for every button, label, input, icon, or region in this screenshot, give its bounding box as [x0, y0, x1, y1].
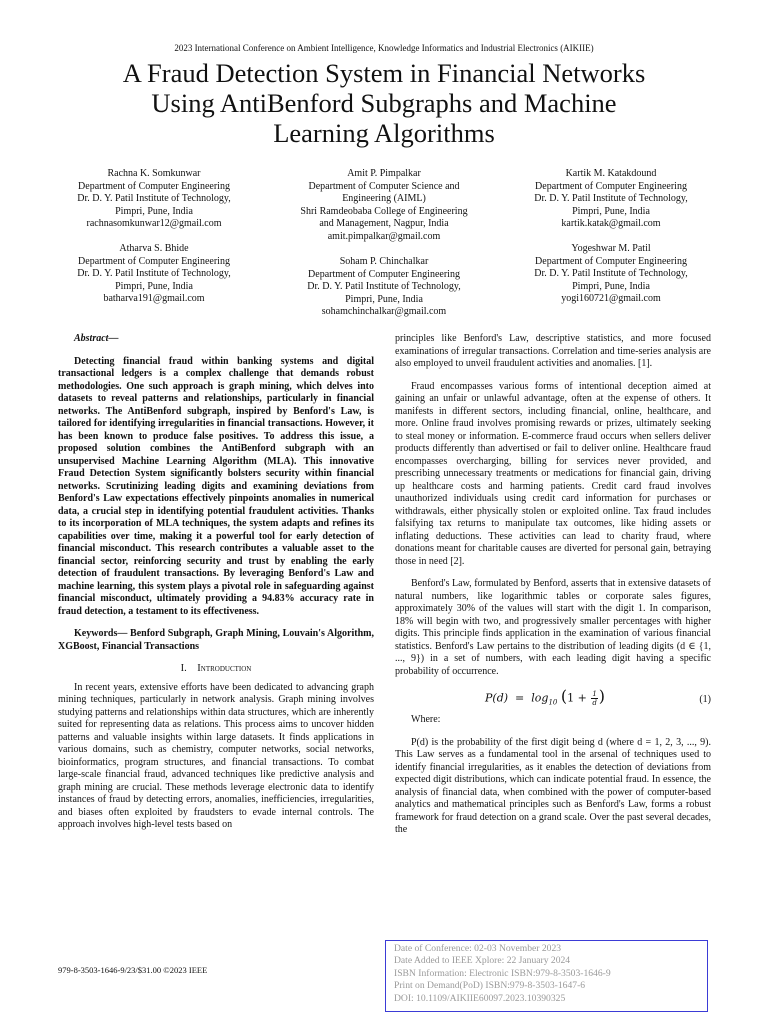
- author-location: Pimpri, Pune, India: [345, 293, 423, 305]
- author-affiliation: Dr. D. Y. Patil Institute of Technology,: [534, 268, 688, 280]
- author-block-2: [276, 168, 492, 244]
- author-affiliation: Dr. D. Y. Patil Institute of Technology,: [77, 268, 231, 280]
- info-line: DOI: 10.1109/AIKIIE60097.2023.10390325: [394, 992, 566, 1004]
- intro-paragraph: In recent years, extensive efforts have been dedicated to advancing graph mining techniques, particularly in network analysis. Graph mining involves studying patterns and relationships within data structures, which are inherently suited for representing data as relations. This process aims to uncover hidden patterns and valuable insights within large datasets. It finds applications in various domains, such as chemistry, computer networks, social networks, bioinformatics, program structures, and financial transactions. To combat large-scale financial fraud, advanced techniques like predictive analysis and graph mining are crucial. These methods leverage electronic data to identify instances of fraud by detecting errors, anomalies, inefficiencies, irregularities, and biases often exploited by fraudsters to evade internal controls. The approach involves high-level tests based on: [58, 681, 374, 830]
- equation-row: [395, 688, 711, 712]
- equation-lhs: P(d): [485, 691, 509, 705]
- author-location: Pimpri, Pune, India: [572, 280, 650, 292]
- where-label: Where:: [411, 714, 441, 725]
- section-number: I.: [180, 663, 187, 674]
- author-email: sohamchinchalkar@gmail.com: [321, 306, 447, 318]
- title-line: A Fraud Detection System in Financial Networks: [122, 58, 646, 88]
- fraction-denominator: d: [592, 699, 597, 708]
- conference-header: 2023 International Conference on Ambient Intelligence, Knowledge Informatics and Industrial Electronics (AIKIIE): [174, 43, 594, 53]
- abstract-text: Detecting financial fraud within banking systems and digital transactional ledgers is a complex challenge that demands robust methodologies. One such approach is graph mining, which delves into datasets to reveal patterns and relationships, particularly in financial networks. The AntiBenford subgraph, inspired by Benford's Law, is tailored for identifying irregularities in financial transactions. However, it has been known to produce false positives. To address this issue, a proposed solution combines the AntiBenford subgraph with an unsupervised Machine Learning Algorithm (MLA). This innovative Fraud Detection System significantly bolsters security within financial networks. Scrutinizing leading digits and examining deviations from Benford's Law expectations effectively pinpoints anomalies in numerical data, a crucial step in identifying potential fraudulent activities. Thanks to its incorporation of MLA techniques, the system adapts and refines its capabilities over time, making it a powerful tool for early detection of financial misconduct. This research contributes a valuable asset to the financial sector, reinforcing security and trust by enabling the early detection of fraudulent transactions. By leveraging Benford's Law and machine learning, this system plays a pivotal role in safeguarding against financial misconduct, ultimately providing a 94.83% accuracy rate in fraud detection, a testament to its effectiveness.: [58, 355, 374, 617]
- equation-fraction: [591, 690, 597, 707]
- info-line: Date Added to IEEE Xplore: 22 January 2024: [394, 955, 571, 967]
- author-email: yogi160721@gmail.com: [561, 293, 661, 305]
- author-affiliation: Engineering (AIML): [342, 193, 426, 205]
- title-line: Using AntiBenford Subgraphs and Machine: [151, 88, 617, 118]
- abstract-heading: Abstract—: [74, 333, 119, 344]
- author-name: Amit P. Pimpalkar: [347, 168, 421, 179]
- author-block-3: [503, 168, 719, 231]
- author-block-4: [46, 243, 262, 306]
- author-block-6: [503, 243, 719, 306]
- publication-info-box: [385, 940, 708, 1012]
- title-line: Learning Algorithms: [273, 118, 495, 148]
- paper-title: [40, 58, 728, 148]
- author-name: Soham P. Chinchalkar: [339, 256, 429, 267]
- author-affiliation: Shri Ramdeobaba College of Engineering: [300, 205, 468, 217]
- info-line: ISBN Information: Electronic ISBN:979-8-3503-1646-9: [394, 967, 611, 979]
- equation-number: (1): [699, 693, 711, 705]
- author-affiliation: Department of Computer Engineering: [78, 255, 230, 267]
- info-line: Print on Demand(PoD) ISBN:979-8-3503-1647-6: [394, 980, 586, 992]
- author-block-1: [46, 168, 262, 231]
- right-column: [395, 333, 711, 847]
- section-heading: [58, 663, 374, 676]
- equation-one: 1: [567, 691, 575, 705]
- author-name: Kartik M. Katakdound: [565, 168, 657, 179]
- paragraph: Benford's Law, formulated by Benford, asserts that in extensive datasets of natural numbers, like logarithmic tables or corporate sales figures, approximately 30% of the values will start with the digit 1. In comparison, 18% will begin with two, and progressively smaller percentages with higher digits. This principle finds application in the examination of various financial statistics. Benford's Law pertains to the distribution of leading digits (d ∈ {1, ..., 9}) in a set of numbers, with each leading digit having a specific probability of occurrence.: [395, 578, 711, 677]
- equation-equals: =: [515, 691, 525, 705]
- paren-open: (: [560, 686, 568, 706]
- equation-plus: +: [577, 691, 587, 705]
- author-affiliation: Department of Computer Engineering: [535, 180, 687, 192]
- author-location: Pimpri, Pune, India: [572, 205, 650, 217]
- info-line: Date of Conference: 02-03 November 2023: [394, 943, 562, 954]
- paragraph: P(d) is the probability of the first digit being d (where d = 1, 2, 3, ..., 9). This Law serves as a fundamental tool in the arsenal of techniques used to identify financial irregularities, as it enables the detection of deviations from expected digit distributions, which can indicate potential fraud. In essence, the analysis of financial data, when combined with the power of computer-based analytics and mathematical principles such as Benford's Law, forms a robust framework for fraud detection on a grand scale. Over the past several decades, the: [395, 736, 711, 835]
- author-affiliation: Department of Computer Science and: [308, 180, 460, 192]
- author-location: Pimpri, Pune, India: [115, 280, 193, 292]
- paren-close: ): [598, 686, 606, 706]
- author-affiliation: Dr. D. Y. Patil Institute of Technology,: [534, 193, 688, 205]
- left-column: [58, 333, 374, 842]
- fraction-numerator: 1: [592, 690, 597, 699]
- author-email: rachnasomkunwar12@gmail.com: [86, 218, 222, 230]
- author-affiliation: Department of Computer Engineering: [308, 268, 460, 280]
- author-email: amit.pimpalkar@gmail.com: [327, 230, 441, 242]
- author-location: Pimpri, Pune, India: [115, 205, 193, 217]
- author-affiliation: Department of Computer Engineering: [78, 180, 230, 192]
- keywords: Keywords— Benford Subgraph, Graph Mining, Louvain's Algorithm, XGBoost, Financial Transactions: [58, 628, 374, 652]
- author-name: Atharva S. Bhide: [119, 243, 189, 254]
- section-title: Introduction: [197, 663, 252, 674]
- author-name: Rachna K. Somkunwar: [107, 168, 201, 179]
- author-affiliation: Dr. D. Y. Patil Institute of Technology,: [77, 193, 231, 205]
- footer-isbn: 979-8-3503-1646-9/23/$31.00 ©2023 IEEE: [58, 965, 208, 975]
- author-affiliation: Dr. D. Y. Patil Institute of Technology,: [307, 281, 461, 293]
- author-affiliation: Department of Computer Engineering: [535, 255, 687, 267]
- paragraph: principles like Benford's Law, descriptive statistics, and more focused examinations of irregular transactions. Correlation and time-series analysis are also employed to unveil fraudulent activities and anomalies. [1].: [395, 333, 711, 369]
- equation: [485, 686, 606, 709]
- author-location: and Management, Nagpur, India: [319, 218, 449, 230]
- equation-fn: log: [531, 691, 549, 705]
- equation-sub: 10: [548, 699, 558, 708]
- author-name: Yogeshwar M. Patil: [571, 243, 651, 254]
- paragraph: Fraud encompasses various forms of intentional deception aimed at gaining an unfair or unlawful advantage, often at the expense of others. It manifests in different sectors, including financial, online, healthcare, and more. Online fraud involves promising rewards or prizes, ultimately seeking to steal money or information. E-commerce fraud occurs when sellers deliver products differently than advertised or fail to deliver online. Healthcare fraud encompasses overcharging, billing for services never provided, and prescribing unnecessary treatments or medications for financial gain, driving up healthcare costs and harming patients. Credit card fraud involves unauthorized individuals using credit card information for purchases or withdrawals, either physically stolen or exploited online. Tax fraud includes falsifying tax returns to manipulate tax outcomes, like hiding assets or inflating deductions. These activities can lead to charity fraud, where donations meant for charitable causes are diverted for personal gain, betraying those in need [2].: [395, 380, 711, 567]
- author-email: kartik.katak@gmail.com: [561, 218, 661, 230]
- author-email: batharva191@gmail.com: [103, 293, 205, 305]
- author-block-5: [276, 256, 492, 319]
